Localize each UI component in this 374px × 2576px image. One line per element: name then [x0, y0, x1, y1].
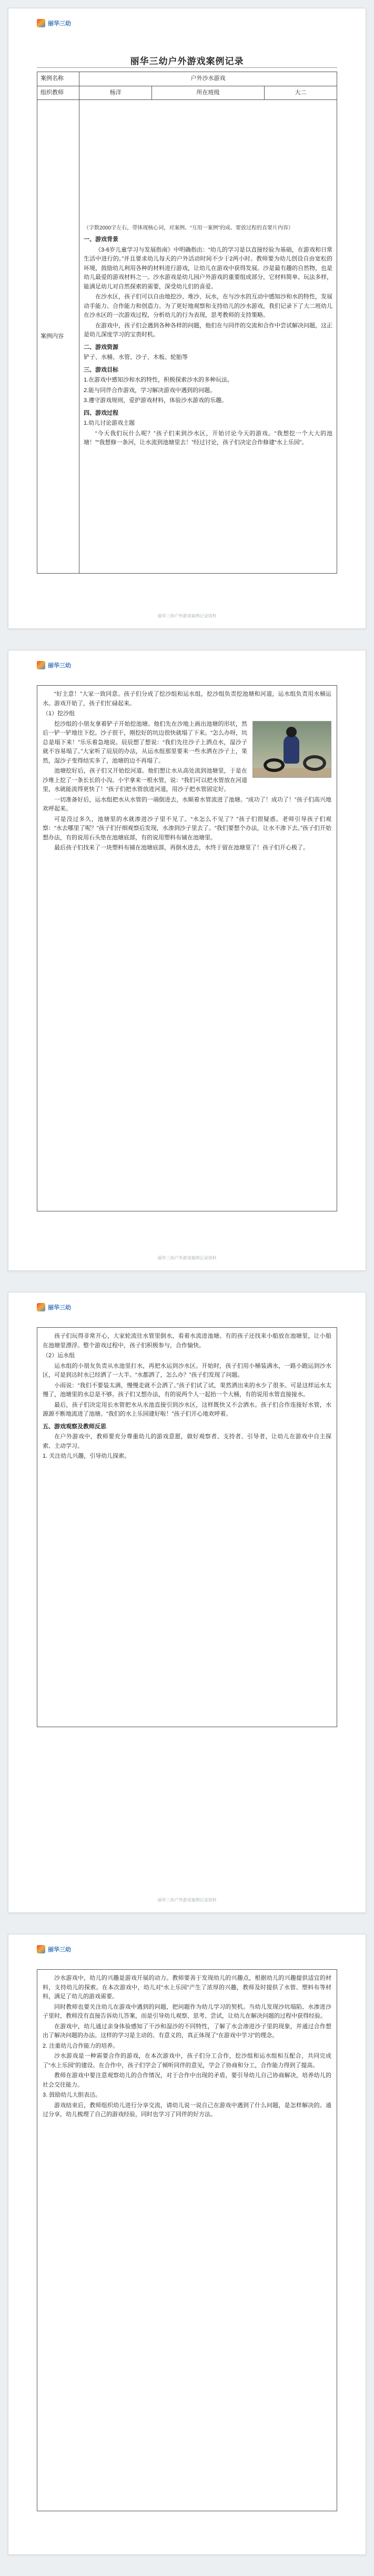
paragraph: “好主意！”大家一致同意。孩子们分成了挖沙组和运水组，挖沙组负责挖池塘和河道，运水组负责用水桶运水。游戏开始了，孩子们忙碌起来。: [43, 691, 331, 707]
page-footer: 丽华三幼户外游戏案例记录资料: [157, 614, 217, 618]
page-header: [8, 1292, 366, 1319]
case-content-label: 案例内容: [37, 100, 79, 574]
paragraph: 一切准备好后，运水组把水从水管的一端倒进去，水顺着水管流进了池塘。“成功了！成功了！”孩子们高兴地欢呼起来。: [43, 796, 331, 812]
page-title: 丽华三幼户外游戏案例记录: [130, 56, 244, 66]
paragraph: 在游戏中，孩子们会遇到各种各样的问题，他们在与同伴的交流和合作中尝试解决问题，这正是幼儿深度学习的宝贵时机。: [84, 322, 332, 338]
section-heading-goals: 三、游戏目标: [84, 366, 118, 373]
paragraph: 教师在游戏中要注意观察幼儿的合作情况，对于合作中出现的矛盾，要引导幼儿自己协商解决，培养幼儿的社会交往能力。: [43, 2072, 331, 2088]
brand-logo: [37, 1303, 366, 1311]
document-page-2: [8, 650, 366, 1271]
page-footer: 丽华三幼户外游戏案例记录资料: [157, 1256, 217, 1260]
brand-logo-icon: [37, 1945, 45, 1953]
paragraph: 孩子们玩得非常开心，大家轮流往水管里倒水，看着水流进池塘。有的孩子还找来小船放在池塘里，让小船在池塘里漂浮。整个游戏过程中，孩子们积极参与，合作愉快。: [43, 1333, 331, 1349]
sub-heading: （1）挖沙组: [43, 710, 75, 717]
instruction-note: （字数2000字左右，带体现核心词，对案例、“互用一案例”的成、要放过程的直要片内容）: [84, 225, 294, 232]
paragraph: 在户外游戏中，教师要充分尊重幼儿的游戏意愿，做好观察者、支持者、引导者，让幼儿在游戏中自主探索、主动学习。: [43, 1434, 331, 1449]
page-content: [37, 1327, 337, 1727]
page-footer: 丽华三幼户外游戏案例记录资料: [157, 1898, 217, 1902]
paragraph: 最后，孩子们决定用长水管把水从水池直接引到沙水区，这样既快又不会洒水。孩子们合作连接好水管，水源源不断地流进了池塘。“我们的水上乐园建好啦！”孩子们开心地欢呼着。: [43, 1401, 331, 1417]
goal-item: 1.在游戏中感知沙和水的特性，积极探索沙水的多种玩法。: [84, 377, 234, 384]
brand-name: 丽华三幼: [48, 1304, 71, 1311]
page-header: [8, 650, 366, 677]
section-heading-reflection: 五、游戏观察及教师反思: [43, 1423, 106, 1430]
document-page-3: [8, 1292, 366, 1913]
reflection-item: 3. 鼓励幼儿大胆表达。: [43, 2092, 102, 2098]
brand-logo-icon: [37, 661, 45, 669]
class-value: 大二: [264, 86, 337, 100]
brand-name: 丽华三幼: [48, 20, 71, 27]
reflection-item: 1. 关注幼儿兴趣，引导幼儿探索。: [43, 1453, 130, 1459]
tire-icon: [264, 758, 285, 772]
child-figure: [284, 735, 299, 764]
sub-heading: （2）运水组: [43, 1352, 75, 1359]
case-name-label: 案例名称: [37, 72, 79, 86]
paragraph: 池塘挖好后，孩子们又开始挖河道。他们想让水从高处流到池塘里，于是在沙堆上挖了一条长长的小沟。小宇拿来一根水管，说：“我们可以把水管放在河道里，水就能流得更快了！”孩子们把水管放进河道，用沙子把水管固定好。: [43, 768, 247, 793]
brand-logo-icon: [37, 1303, 45, 1311]
brand-logo: [37, 661, 366, 669]
paragraph: 最后孩子们找来了一块塑料布铺在池塘底部，再倒水进去，水终于留在池塘里了！孩子们开心极了。: [54, 845, 309, 851]
goal-item: 3.遵守游戏规则，爱护游戏材料，体验沙水游戏的乐趣。: [84, 397, 228, 404]
goal-item: 2.能与同伴合作游戏，学习解决游戏中遇到的问题。: [84, 387, 216, 394]
sub-heading: 1.幼儿讨论游戏主题: [84, 420, 135, 427]
teacher-value: 杨洋: [79, 86, 152, 100]
content-frame: [37, 685, 337, 1211]
case-content-cell: [79, 100, 337, 574]
teacher-label: 组织教师: [37, 86, 79, 100]
brand-name: 丽华三幼: [48, 1946, 71, 1953]
reflection-item: 2. 注重幼儿合作能力的培养。: [43, 2042, 119, 2049]
activity-photo: [252, 721, 331, 778]
tire-icon: [303, 755, 326, 771]
page-content: [37, 685, 337, 1211]
brand-logo: [37, 19, 366, 27]
page-content: [37, 1969, 337, 2511]
paragraph: 《3-6岁儿童学习与发展指南》中明确指出：“幼儿的学习是以直接经验为基础，在游戏和日常生活中进行的。”并且要求幼儿每天的户外活动时间不少于2两小时。教师要为幼儿创设自由宽松的环境，鼓励幼儿利用各种的材料进行游戏，让幼儿在游戏中获得发展。沙是最有趣的自然物，也是幼儿最爱的游戏材料之一。沙水游戏是幼儿园户外游戏的重要组成部分，它材料简单、玩法多样，能满足幼儿对自然探索的需要，深受幼儿们的喜爱。: [84, 246, 332, 290]
document-page-1: [8, 8, 366, 629]
paragraph: 沙水游戏中，幼儿的兴趣是游戏开展的动力。教师要善于发现幼儿的兴趣点，根据幼儿的兴趣提供适宜的材料，支持幼儿的探索。在本次游戏中，幼儿对“水上乐园”产生了浓厚的兴趣，教师及时提供了水管、塑料布等材料，满足了幼儿的游戏需要。: [43, 1975, 331, 2000]
paragraph: 可是没过多久，池塘里的水就渗进沙子里不见了。“水怎么不见了？”孩子们很疑惑。老师引导孩子们观察：“水去哪里了呢？”孩子们仔细观察后发现，水渗到沙子里去了。“我们要想个办法，让水不渗下去。”孩子们开始想办法，有的说用石头垫在池塘底部，有的说用塑料布铺在池塘里。: [43, 816, 331, 841]
resource-list: 铲子、水桶、水管、沙子、木板、轮胎等: [84, 354, 188, 361]
case-name-value: 户外沙水游戏: [79, 72, 337, 86]
content-frame: [37, 1969, 337, 2511]
page-header: [8, 1934, 366, 1961]
paragraph: 在游戏中，幼儿通过亲身体验感知了干沙和湿沙的不同特性，了解了水会渗进沙子里的现象，并通过合作想出了解决问题的办法。这样的学习是主动的、有意义的，真正体现了“在游戏中学习”的理念。: [43, 2023, 331, 2039]
brand-logo: [37, 1945, 366, 1953]
brand-name: 丽华三幼: [48, 662, 71, 669]
section-heading-background: 一、游戏背景: [84, 236, 118, 243]
paragraph: 在沙水区，孩子们可以自由地挖沙、堆沙、玩水，在与沙水的互动中感知沙和水的特性，发展动手能力、合作能力和创造力。为了更好地观察和支持幼儿的沙水游戏，我们记录下了大二班幼儿在沙水区的一次游戏过程，分析幼儿的行为表现，思考教师的支持策略。: [84, 294, 332, 319]
class-label: 所在班级: [152, 86, 264, 100]
case-info-table: [37, 72, 337, 574]
brand-logo-icon: [37, 19, 45, 27]
paragraph: 同时教师也要关注幼儿在游戏中遇到的问题，把问题作为幼儿学习的契机。当幼儿发现沙坑塌陷、水渗进沙子里时，教师没有直接告诉幼儿答案，而是引导幼儿观察、思考、尝试，让幼儿在解决问题的过程中获得经验。: [43, 2003, 331, 2019]
paragraph: 小雨说：“我们不要装太满，慢慢走就不会洒了。”孩子们试了试，果然洒出来的水少了很多。可是这样运水太慢了，池塘里的水总是不够。孩子们又想办法，有的说两个人一起抬一个大桶，有的说用水管直接接水。: [43, 1382, 331, 1398]
section-heading-process: 四、游戏过程: [84, 409, 118, 416]
paragraph: 挖沙组的小朋友拿着铲子开始挖池塘。他们先在沙地上画出池塘的形状，然后一铲一铲地往下挖。沙子很干，刚挖好的坑边很快就塌了下来。“怎么办呀，坑总是塌下来！”乐乐着急地说。辰辰想了想说：“我们先往沙子上洒点水，湿沙子就不容易塌了。”大家听了辰辰的办法，从运水组那里要来一些水洒在沙子上，果然，湿沙子变得结实多了，池塘的边不再塌了。: [43, 720, 247, 764]
paragraph: “今天我们玩什么呢？”孩子们来到沙水区，开始讨论今天的游戏。“我想挖一个大大的池塘！”“我想修一条河，让水流到池塘里去！”经过讨论，孩子们决定合作修建“水上乐园”。: [84, 430, 332, 446]
paragraph: 沙水游戏是一种需要合作的游戏，在本次游戏中，孩子们分工合作，挖沙组和运水组相互配合，共同完成了“水上乐园”的建设。在合作中，孩子们学会了倾听同伴的意见，学会了协商和分工，合作能力得到了提高。: [43, 2053, 331, 2069]
title-divider: [37, 67, 337, 68]
page-content: [37, 72, 337, 574]
section-heading-resources: 二、游戏资源: [84, 344, 118, 350]
child-head: [286, 727, 297, 737]
paragraph: 运水组的小朋友负责从水池里打水，再把水运到沙水区。开始时，孩子们用小桶装满水，一路小跑运到沙水区，可是到达时水已经洒了一大半。“水都洒了，怎么办？”孩子们发现了问题。: [43, 1362, 331, 1378]
paragraph: 游戏结束后，教师组织幼儿进行分享交流，请幼儿说一说自己在游戏中遇到了什么问题，是怎样解决的。通过分享，幼儿梳理了自己的游戏经验，同时也学习了同伴的好方法。: [43, 2102, 331, 2118]
document-page-4: [8, 1934, 366, 2555]
page-header: [8, 8, 366, 35]
content-frame: [37, 1327, 337, 1727]
